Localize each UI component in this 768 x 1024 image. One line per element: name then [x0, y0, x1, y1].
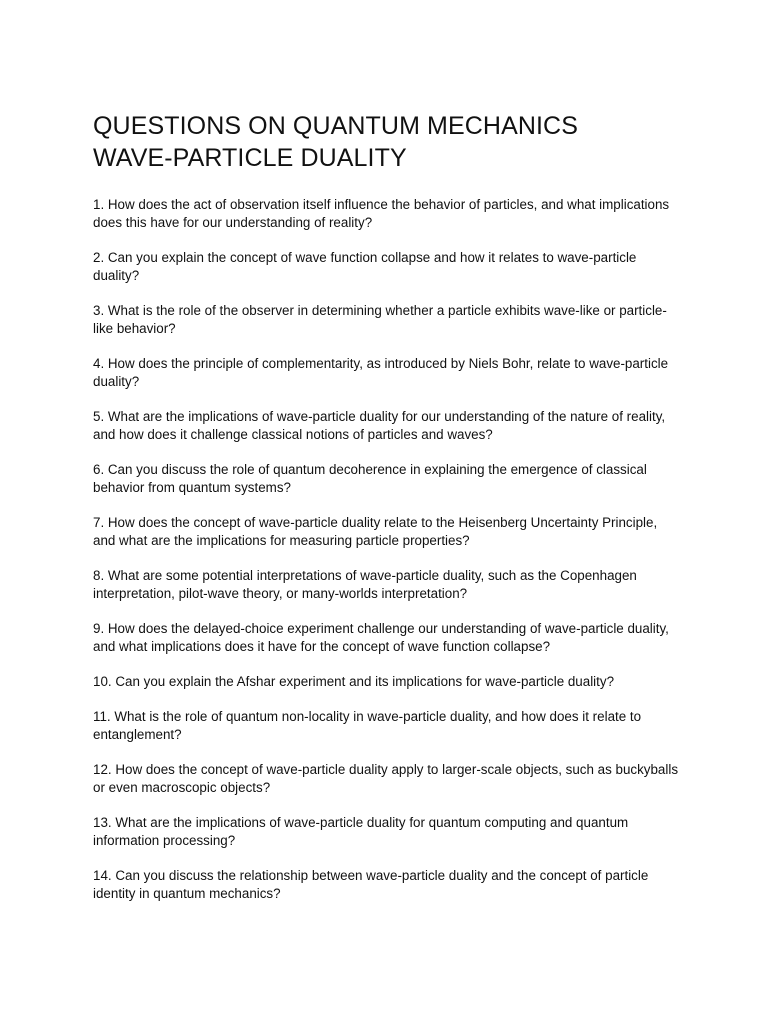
question-3: 3. What is the role of the observer in determining whether a particle exhibits wave-like or particle-like behavior? [93, 303, 667, 336]
question-6: 6. Can you discuss the role of quantum decoherence in explaining the emergence of classical behavior from quantum systems? [93, 462, 647, 495]
question-10: 10. Can you explain the Afshar experiment and its implications for wave-particle duality? [93, 674, 615, 689]
question-13: 13. What are the implications of wave-particle duality for quantum computing and quantum information processing? [93, 815, 629, 848]
question-14: 14. Can you discuss the relationship between wave-particle duality and the concept of particle identity in quantum mechanics? [93, 868, 649, 901]
question-list [93, 196, 683, 903]
question-11: 11. What is the role of quantum non-locality in wave-particle duality, and how does it relate to entanglement? [93, 709, 642, 742]
question-7: 7. How does the concept of wave-particle duality relate to the Heisenberg Uncertainty Principle, and what are the implications for measuring particle properties? [93, 515, 658, 548]
question-1: 1. How does the act of observation itself influence the behavior of particles, and what implications does this have for our understanding of reality? [93, 197, 670, 230]
question-12: 12. How does the concept of wave-particle duality apply to larger-scale objects, such as buckyballs or even macroscopic objects? [93, 762, 679, 795]
question-4: 4. How does the principle of complementarity, as introduced by Niels Bohr, relate to wave-particle duality? [93, 356, 669, 389]
question-5: 5. What are the implications of wave-particle duality for our understanding of the nature of reality, and how does it challenge classical notions of particles and waves? [93, 409, 666, 442]
document-title [93, 110, 683, 174]
title-line-1: QUESTIONS ON QUANTUM MECHANICS [93, 112, 578, 140]
title-line-2: WAVE-PARTICLE DUALITY [93, 144, 407, 172]
question-9: 9. How does the delayed-choice experiment challenge our understanding of wave-particle duality, and what implications does it have for the concept of wave function collapse? [93, 621, 669, 654]
question-2: 2. Can you explain the concept of wave function collapse and how it relates to wave-particle duality? [93, 250, 637, 283]
question-8: 8. What are some potential interpretations of wave-particle duality, such as the Copenhagen interpretation, pilot-wave theory, or many-worlds interpretation? [93, 568, 637, 601]
document-content [93, 110, 683, 920]
